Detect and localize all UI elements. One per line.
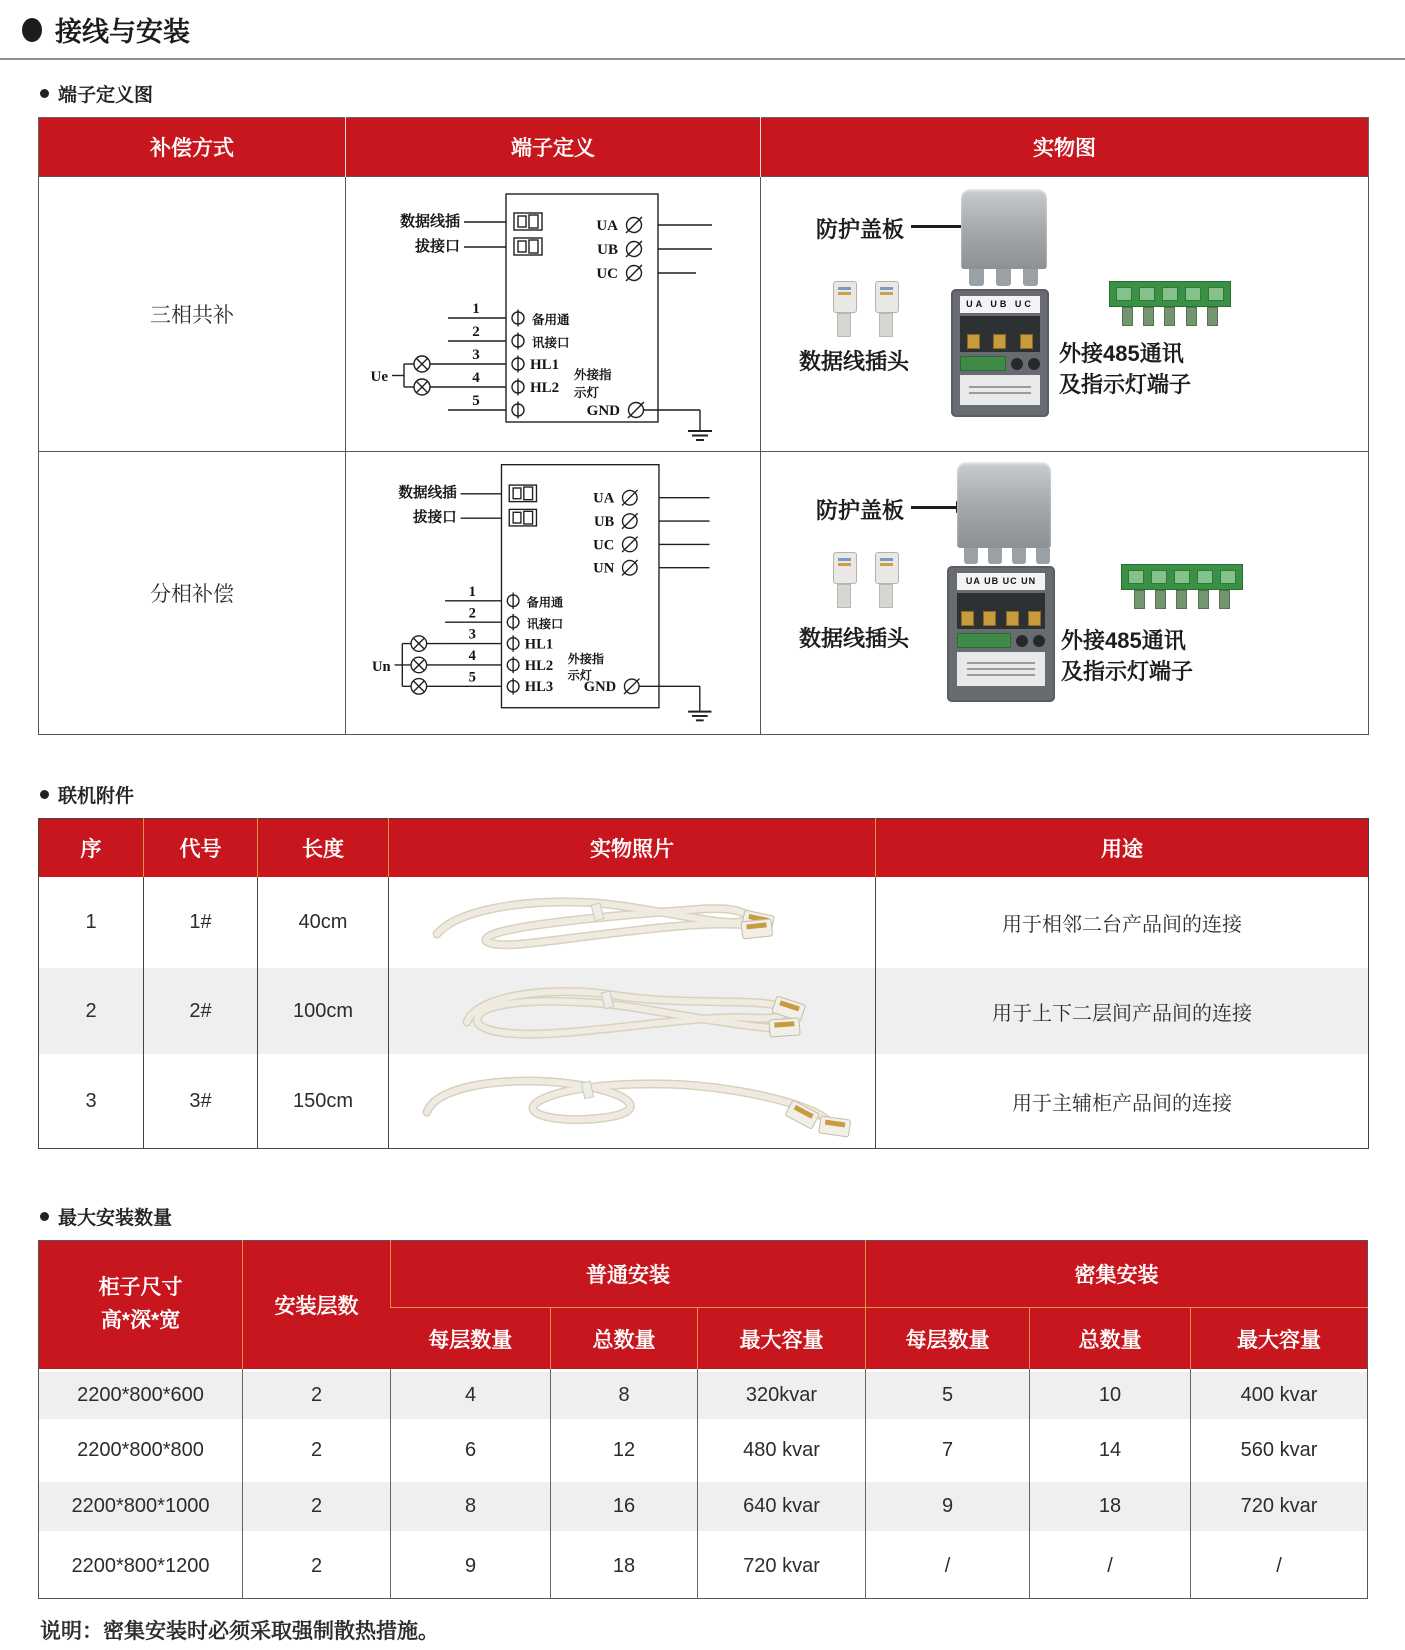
device-phase-strip: UA UB UC UN bbox=[957, 573, 1046, 590]
phase-terminals bbox=[596, 217, 712, 282]
spare-port-label: 讯接口 bbox=[532, 336, 570, 350]
layers-cell: 2 bbox=[243, 1479, 391, 1534]
header-max-capacity: 最大容量 bbox=[1191, 1308, 1368, 1370]
header-photo: 实物照片 bbox=[389, 819, 876, 878]
svg-text:1: 1 bbox=[472, 301, 480, 317]
ground-connection bbox=[584, 679, 712, 721]
cable-photo bbox=[397, 1056, 867, 1146]
table-row bbox=[39, 1479, 1368, 1534]
table-row bbox=[39, 452, 1369, 735]
length-cell: 100cm bbox=[258, 968, 389, 1054]
spare-port-label: 备用通 bbox=[526, 595, 564, 610]
mode-cell: 三相共补 bbox=[39, 177, 346, 452]
header-max-capacity: 最大容量 bbox=[698, 1308, 866, 1370]
table-row bbox=[39, 1534, 1368, 1599]
table-row bbox=[39, 1422, 1368, 1479]
use-cell: 用于主辅柜产品间的连接 bbox=[876, 1054, 1369, 1149]
dense-per-layer-cell: 9 bbox=[866, 1479, 1030, 1534]
cable-photo-cell bbox=[389, 968, 876, 1054]
svg-text:UC: UC bbox=[596, 266, 618, 282]
capacitor-device bbox=[947, 566, 1055, 702]
header-layers: 安装层数 bbox=[243, 1241, 391, 1370]
header-length: 长度 bbox=[258, 819, 389, 878]
dense-capacity-cell: 400 kvar bbox=[1191, 1369, 1368, 1422]
header-terminal-definition: 端子定义 bbox=[346, 118, 761, 177]
arrow-icon bbox=[911, 506, 957, 509]
dense-total-cell: 18 bbox=[1030, 1479, 1191, 1534]
cable-photo bbox=[397, 880, 867, 966]
numbered-terminals bbox=[448, 301, 524, 419]
svg-text:5: 5 bbox=[468, 669, 476, 686]
cable-photo-cell bbox=[389, 877, 876, 968]
svg-text:4: 4 bbox=[472, 370, 480, 386]
spare-port-label: 备用通 bbox=[532, 313, 570, 327]
install-header-group-row bbox=[39, 1241, 1368, 1308]
ext-indicator-label: 示灯 bbox=[567, 668, 592, 683]
normal-per-layer-cell: 8 bbox=[391, 1479, 551, 1534]
dense-total-cell: 10 bbox=[1030, 1369, 1191, 1422]
data-port-icon bbox=[509, 509, 536, 526]
protective-cover bbox=[957, 462, 1051, 548]
svg-text:3: 3 bbox=[468, 626, 476, 643]
lamp-label: HL2 bbox=[524, 657, 554, 674]
dense-per-layer-cell: 7 bbox=[866, 1422, 1030, 1479]
ext-indicator-label: 外接指 bbox=[567, 652, 605, 666]
photo-cell bbox=[761, 177, 1369, 452]
svg-text:5: 5 bbox=[472, 393, 480, 409]
plugs-label: 数据线插头 bbox=[799, 349, 910, 374]
svg-text:1: 1 bbox=[468, 583, 476, 600]
lamp-label: HL2 bbox=[530, 380, 560, 396]
terminal-table bbox=[38, 117, 1369, 735]
dense-per-layer-cell: 5 bbox=[866, 1369, 1030, 1422]
section-max-install: 最大安装数量 bbox=[40, 1203, 1405, 1230]
table-row bbox=[39, 177, 1369, 452]
code-cell: 3# bbox=[144, 1054, 258, 1149]
max-install-table bbox=[38, 1240, 1368, 1599]
rj-connector-icon bbox=[785, 1100, 819, 1129]
dense-total-cell: 14 bbox=[1030, 1422, 1191, 1479]
dense-capacity-cell: 720 kvar bbox=[1191, 1479, 1368, 1534]
footnote: 说明：密集安装时必须采取强制散热措施。 bbox=[40, 1620, 439, 1643]
protective-cover bbox=[961, 189, 1047, 269]
green-terminal-connector bbox=[1109, 281, 1231, 326]
plug-label: 数据线插 bbox=[399, 214, 460, 230]
header-compensation-mode: 补偿方式 bbox=[39, 118, 346, 177]
svg-text:UB: UB bbox=[597, 242, 618, 258]
rj-connector-icon bbox=[741, 918, 773, 938]
header-per-layer: 每层数量 bbox=[391, 1308, 551, 1370]
ext-indicator-label: 外接指 bbox=[574, 368, 612, 382]
lamp-label: HL3 bbox=[524, 679, 554, 696]
dense-per-layer-cell: / bbox=[866, 1534, 1030, 1599]
gnd-label: GND bbox=[586, 403, 620, 419]
rj-plug-icon bbox=[875, 552, 897, 608]
svg-text:UC: UC bbox=[593, 537, 615, 554]
normal-total-cell: 12 bbox=[551, 1422, 698, 1479]
accessories-table bbox=[38, 818, 1369, 1149]
size-cell: 2200*800*800 bbox=[77, 1439, 204, 1461]
ground-connection bbox=[587, 402, 712, 440]
normal-total-cell: 18 bbox=[551, 1534, 698, 1599]
section-accessories: 联机附件 bbox=[40, 781, 1405, 808]
dense-capacity-cell: / bbox=[1191, 1534, 1368, 1599]
section-terminal-definition: 端子定义图 bbox=[40, 80, 1405, 107]
code-cell: 1# bbox=[144, 877, 258, 968]
rj-plug-icon bbox=[833, 552, 855, 608]
lamp-label: HL1 bbox=[530, 357, 560, 373]
layers-cell: 2 bbox=[243, 1422, 391, 1479]
normal-total-cell: 8 bbox=[551, 1369, 698, 1422]
table-row bbox=[39, 968, 1369, 1054]
bullet-icon bbox=[40, 790, 49, 799]
page-title bbox=[22, 0, 1405, 49]
lamp-circuit bbox=[372, 636, 445, 694]
rj-plug-icon bbox=[875, 281, 897, 337]
layers-cell: 2 bbox=[243, 1369, 391, 1422]
svg-text:UA: UA bbox=[596, 218, 618, 234]
dense-total-cell: / bbox=[1030, 1534, 1191, 1599]
header-total: 总数量 bbox=[1030, 1308, 1191, 1370]
seq-cell: 2 bbox=[39, 968, 144, 1054]
svg-text:2: 2 bbox=[472, 324, 480, 340]
normal-total-cell: 16 bbox=[551, 1479, 698, 1534]
header-per-layer: 每层数量 bbox=[866, 1308, 1030, 1370]
accessories-header-row bbox=[39, 819, 1369, 878]
cover-label: 防护盖板 bbox=[816, 498, 905, 523]
size-cell: 2200*800*1200 bbox=[71, 1554, 210, 1577]
header-use: 用途 bbox=[876, 819, 1369, 878]
bullet-icon bbox=[40, 89, 49, 98]
numbered-terminals bbox=[445, 584, 519, 695]
wiring-diagram-three-phase bbox=[348, 178, 758, 450]
lamp-circuit bbox=[371, 356, 449, 395]
size-cell: 2200*800*1000 bbox=[39, 1479, 243, 1534]
lamp-label: HL1 bbox=[524, 636, 554, 653]
size-cell: 2200*800*600 bbox=[39, 1369, 243, 1422]
header-code: 代号 bbox=[144, 819, 258, 878]
diagram-cell bbox=[346, 177, 761, 452]
cover-label: 防护盖板 bbox=[816, 217, 905, 242]
length-cell: 40cm bbox=[258, 877, 389, 968]
source-label: Ue bbox=[370, 369, 388, 385]
header-normal-install: 普通安装 bbox=[391, 1241, 866, 1308]
gnd-label: GND bbox=[583, 679, 617, 696]
connector-label: 外接485通讯 bbox=[1061, 628, 1186, 653]
cable-photo bbox=[397, 970, 867, 1052]
ext-indicator-label: 示灯 bbox=[574, 386, 600, 400]
cable-photo-cell bbox=[389, 1054, 876, 1149]
data-port-icon bbox=[514, 238, 542, 255]
normal-per-layer-cell: 9 bbox=[391, 1534, 551, 1599]
phase-terminals bbox=[593, 490, 709, 577]
header-dense-install: 密集安装 bbox=[866, 1241, 1368, 1308]
normal-capacity-cell: 720 kvar bbox=[698, 1534, 866, 1599]
plug-label: 拔接口 bbox=[414, 239, 460, 255]
normal-capacity-cell: 480 kvar bbox=[698, 1422, 866, 1479]
plug-label: 拔接口 bbox=[413, 510, 457, 527]
rj-connector-icon bbox=[819, 1116, 851, 1137]
svg-text:3: 3 bbox=[472, 347, 480, 363]
plug-label: 数据线插 bbox=[398, 485, 457, 502]
normal-per-layer-cell: 4 bbox=[391, 1369, 551, 1422]
spare-port-label: 讯接口 bbox=[526, 617, 564, 631]
device-phase-strip: UA UB UC bbox=[960, 296, 1040, 313]
rj-plug-icon bbox=[833, 281, 855, 337]
header-total: 总数量 bbox=[551, 1308, 698, 1370]
normal-per-layer-cell: 6 bbox=[391, 1422, 551, 1479]
use-cell: 用于相邻二台产品间的连接 bbox=[876, 877, 1369, 968]
page-title-text: 接线与安装 bbox=[55, 17, 190, 47]
svg-text:UN: UN bbox=[593, 560, 615, 577]
data-port-icon bbox=[509, 485, 536, 502]
connector-label: 及指示灯端子 bbox=[1061, 659, 1194, 684]
wiring-diagram-split-phase bbox=[348, 453, 758, 733]
svg-text:4: 4 bbox=[468, 648, 476, 665]
seq-cell: 3 bbox=[85, 1089, 97, 1112]
mode-cell: 分相补偿 bbox=[39, 452, 346, 735]
svg-text:UA: UA bbox=[593, 490, 615, 507]
diagram-cell bbox=[346, 452, 761, 735]
header-physical-picture: 实物图 bbox=[761, 118, 1369, 177]
connector-label: 及指示灯端子 bbox=[1059, 372, 1192, 397]
bullet-icon bbox=[40, 1212, 49, 1221]
header-cabinet-size: 柜子尺寸 高*深*宽 bbox=[39, 1241, 243, 1370]
product-photo-split-phase bbox=[761, 452, 1368, 734]
rj-connector-icon bbox=[769, 1018, 800, 1037]
arrow-icon bbox=[911, 225, 963, 228]
layers-cell: 2 bbox=[243, 1534, 391, 1599]
terminal-table-header-row bbox=[39, 118, 1369, 177]
table-row bbox=[39, 1369, 1368, 1422]
photo-cell bbox=[761, 452, 1369, 735]
svg-text:2: 2 bbox=[468, 605, 476, 622]
normal-capacity-cell: 320kvar bbox=[698, 1369, 866, 1422]
product-photo-three-phase bbox=[761, 177, 1368, 451]
normal-capacity-cell: 640 kvar bbox=[698, 1479, 866, 1534]
source-label: Un bbox=[371, 658, 391, 675]
connector-label: 外接485通讯 bbox=[1059, 341, 1184, 366]
data-port-icon bbox=[514, 213, 542, 230]
use-cell: 用于上下二层间产品间的连接 bbox=[876, 968, 1369, 1054]
table-row bbox=[39, 1054, 1369, 1149]
title-divider bbox=[0, 58, 1405, 60]
dense-capacity-cell: 560 kvar bbox=[1191, 1422, 1368, 1479]
length-cell: 150cm bbox=[258, 1054, 389, 1149]
svg-text:UB: UB bbox=[593, 513, 615, 530]
green-terminal-connector bbox=[1121, 564, 1243, 609]
bullet-icon bbox=[22, 18, 42, 42]
table-row bbox=[39, 877, 1369, 968]
plugs-label: 数据线插头 bbox=[799, 626, 910, 651]
code-cell: 2# bbox=[144, 968, 258, 1054]
capacitor-device bbox=[951, 289, 1049, 417]
seq-cell: 1 bbox=[85, 911, 97, 933]
header-seq: 序 bbox=[39, 819, 144, 878]
